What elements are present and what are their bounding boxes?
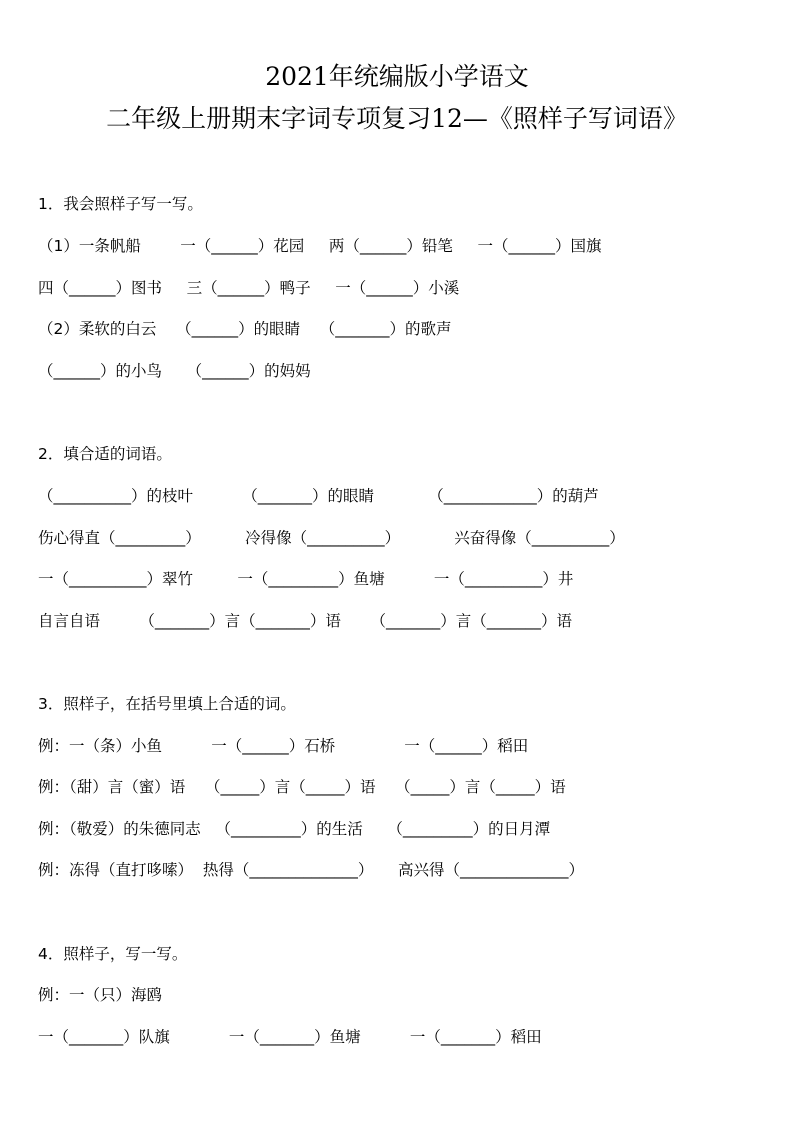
title-line-1: 2021年统编版小学语文 (265, 62, 529, 91)
section-2-line-4: 自言自语 （_______）言（_______）语 （_______）言（_______）语 (38, 612, 572, 630)
section-3-line-4: 例：冻得（直打哆嗦） 热得（______________） 高兴得（______________） (38, 861, 584, 879)
section-4-heading: 4．照样子，写一写。 (38, 945, 188, 963)
section-1-line-3: （2）柔软的白云 （______）的眼睛 （_______）的歌声 (38, 320, 452, 338)
section-2-line-2: 伤心得直（_________） 冷得像（__________） 兴奋得像（__________） (38, 529, 625, 547)
section-4-line-2: 一（_______）队旗 一（_______）鱼塘 一（_______）稻田 (38, 1028, 542, 1046)
section-2-line-1: （__________）的枝叶 （_______）的眼睛 （____________）的葫芦 (38, 487, 599, 505)
section-1-line-1: （1）一条帆船 一（______）花园 两（______）铅笔 一（______）国旗 (38, 237, 602, 255)
section-1-line-4: （______）的小鸟 （______）的妈妈 (38, 362, 311, 380)
section-2-heading: 2．填合适的词语。 (38, 445, 172, 463)
section-3-line-2: 例：（甜）言（蜜）语 （_____）言（_____）语 （_____）言（_____）语 (38, 778, 566, 796)
section-2-line-3: 一（__________）翠竹 一（_________）鱼塘 一（__________）井 (38, 570, 574, 588)
section-4-line-1: 例：一（只）海鸥 (38, 986, 163, 1004)
section-3-line-1: 例：一（条）小鱼 一（______）石桥 一（______）稻田 (38, 737, 529, 755)
section-3-heading: 3．照样子，在括号里填上合适的词。 (38, 695, 296, 713)
section-1-line-2: 四（______）图书 三（______）鸭子 一（______）小溪 (38, 279, 460, 297)
section-3-line-3: 例：（敬爱）的朱德同志 （_________）的生活 （_________）的日月潭 (38, 820, 551, 838)
title-line-2: 二年级上册期末字词专项复习12—《照样子写词语》 (106, 104, 688, 133)
section-1-heading: 1．我会照样子写一写。 (38, 195, 203, 213)
